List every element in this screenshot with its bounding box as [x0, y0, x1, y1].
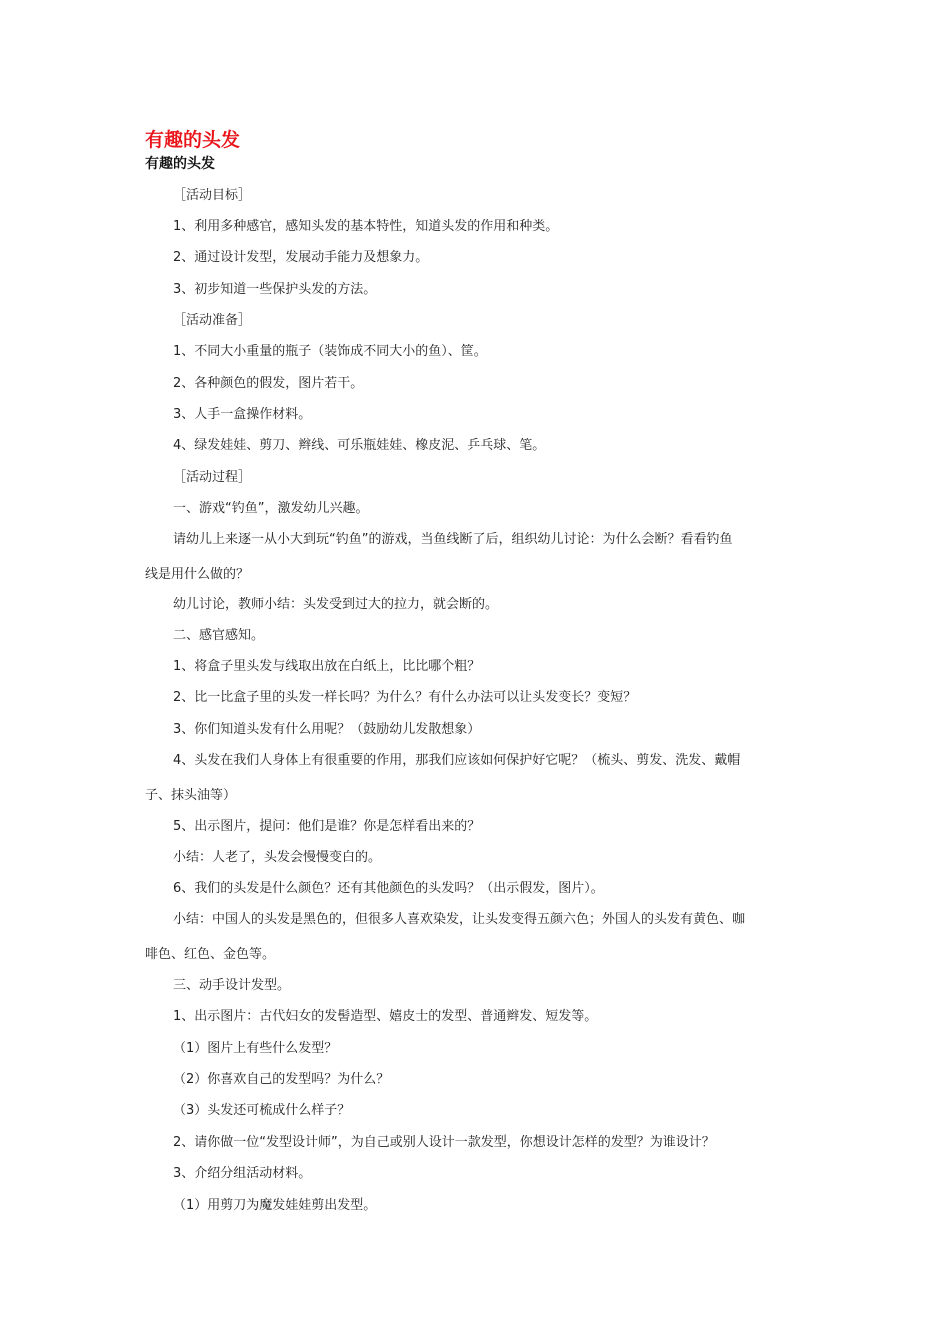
paragraph: 4、头发在我们人身体上有很重要的作用，那我们应该如何保护好它呢？（梳头、剪发、洗发、戴帽: [173, 753, 741, 768]
paragraph: （1）用剪刀为魔发娃娃剪出发型。: [173, 1198, 377, 1213]
document-title: 有趣的头发: [145, 129, 241, 151]
paragraph: 6、我们的头发是什么颜色？还有其他颜色的头发吗？（出示假发，图片）。: [173, 881, 604, 896]
section-heading-process: ［活动过程］: [173, 470, 252, 485]
paragraph: 小结：人老了，头发会慢慢变白的。: [173, 850, 382, 865]
paragraph: 1、利用多种感官，感知头发的基本特性，知道头发的作用和种类。: [173, 219, 559, 234]
paragraph: （3）头发还可梳成什么样子？: [173, 1103, 351, 1118]
paragraph: 2、比一比盒子里的头发一样长吗？为什么？有什么办法可以让头发变长？变短？: [173, 690, 637, 705]
paragraph-continuation: 线是用什么做的？: [145, 567, 250, 582]
paragraph-continuation: 啡色、红色、金色等。: [145, 947, 276, 962]
paragraph: 4、绿发娃娃、剪刀、辫线、可乐瓶娃娃、橡皮泥、乒乓球、笔。: [173, 438, 546, 453]
paragraph: 2、请你做一位“发型设计师”，为自己或别人设计一款发型，你想设计怎样的发型？为谁设计？: [173, 1135, 715, 1150]
paragraph: 一、游戏“钓鱼”，激发幼儿兴趣。: [173, 501, 369, 516]
paragraph: 1、将盒子里头发与线取出放在白纸上，比比哪个粗？: [173, 659, 481, 674]
paragraph: 3、你们知道头发有什么用呢？（鼓励幼儿发散想象）: [173, 722, 481, 737]
paragraph: （2）你喜欢自己的发型吗？为什么？: [173, 1072, 390, 1087]
paragraph: 幼儿讨论，教师小结：头发受到过大的拉力，就会断的。: [173, 597, 499, 612]
paragraph: 3、介绍分组活动材料。: [173, 1166, 312, 1181]
paragraph: 2、通过设计发型，发展动手能力及想象力。: [173, 250, 429, 265]
paragraph: 3、初步知道一些保护头发的方法。: [173, 282, 377, 297]
paragraph: 小结：中国人的头发是黑色的，但很多人喜欢染发，让头发变得五颜六色；外国人的头发有黄色、咖: [173, 912, 746, 927]
paragraph: 1、出示图片：古代妇女的发髻造型、嬉皮士的发型、普通辫发、短发等。: [173, 1009, 598, 1024]
paragraph: 二、感官感知。: [173, 628, 265, 643]
paragraph: 5、出示图片，提问：他们是谁？你是怎样看出来的？: [173, 819, 481, 834]
section-heading-prep: ［活动准备］: [173, 313, 252, 328]
paragraph-continuation: 子、抹头油等）: [145, 788, 237, 803]
paragraph: 三、动手设计发型。: [173, 978, 291, 993]
paragraph: （1）图片上有些什么发型？: [173, 1041, 338, 1056]
paragraph: 3、人手一盒操作材料。: [173, 407, 312, 422]
document-subtitle: 有趣的头发: [145, 156, 215, 172]
paragraph: 请幼儿上来逐一从小大到玩“钓鱼”的游戏，当鱼线断了后，组织幼儿讨论：为什么会断？看看钓鱼: [173, 532, 733, 547]
paragraph: 1、不同大小重量的瓶子（装饰成不同大小的鱼）、筐。: [173, 344, 487, 359]
section-heading-goals: ［活动目标］: [173, 188, 252, 203]
paragraph: 2、各种颜色的假发，图片若干。: [173, 376, 364, 391]
